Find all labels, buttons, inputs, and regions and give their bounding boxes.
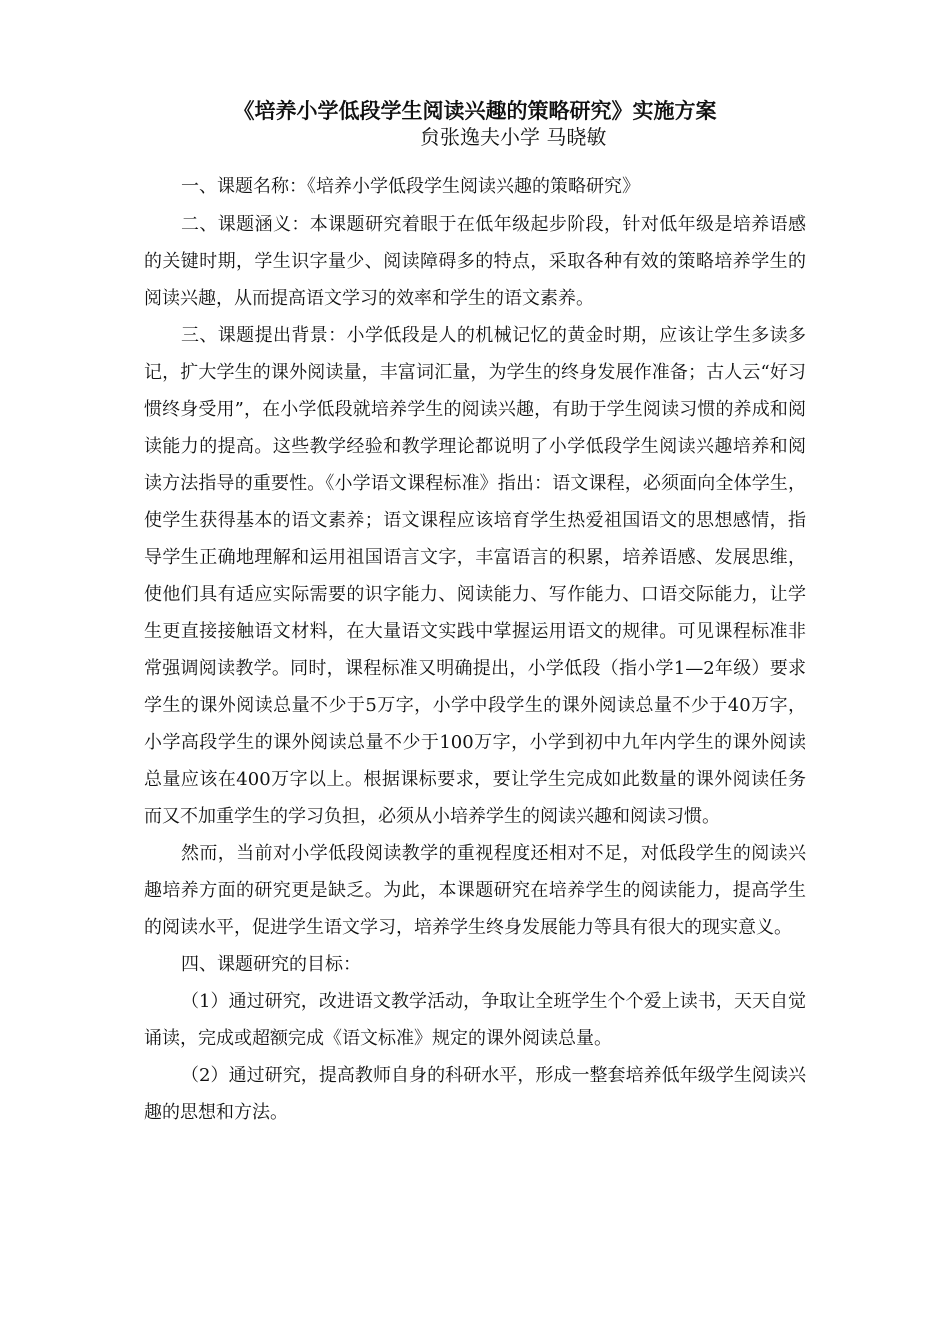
author-line: 贠张逸夫小学 马晓敏 xyxy=(420,125,607,149)
paragraph-goals-heading: 四、课题研究的目标： xyxy=(181,954,361,975)
paragraph-significance: 然而，当前对小学低段阅读教学的重视程度还相对不足，对低段学生的阅读兴趣培养方面的研究更是缺乏。为此，本课题研究在培养学生的阅读能力，提高学生的阅读水平，促进学生语文学习，培养学生终身发展能力等具有很大的现实意义。 xyxy=(144,843,806,938)
paragraph-topic-meaning: 二、课题涵义：本课题研究着眼于在低年级起步阶段，针对低年级是培养语感的关键时期，学生识字量少、阅读障碍多的特点，采取各种有效的策略培养学生的阅读兴趣，从而提高语文学习的效率和学生的语文素养。 xyxy=(144,214,806,309)
paragraph-goal-2: （2）通过研究，提高教师自身的科研水平，形成一整套培养低年级学生阅读兴趣的思想和方法。 xyxy=(144,1065,806,1123)
document-title: 《培养小学低段学生阅读兴趣的策略研究》实施方案 xyxy=(233,98,717,123)
paragraph-topic-name: 一、课题名称：《培养小学低段学生阅读兴趣的策略研究》 xyxy=(181,176,640,197)
document-body xyxy=(144,172,806,1131)
paragraph-background: 三、课题提出背景：小学低段是人的机械记忆的黄金时期，应该让学生多读多记，扩大学生的课外阅读量，丰富词汇量，为学生的终身发展作准备；古人云“好习惯终身受用”，在小学低段就培养学生的阅读兴趣，有助于学生阅读习惯的养成和阅读能力的提高。这些教学经验和教学理论都说明了小学低段学生阅读兴趣培养和阅读方法指导的重要性。《小学语文课程标准》指出：语文课程，必须面向全体学生，使学生获得基本的语文素养；语文课程应该培育学生热爱祖国语文的思想感情，指导学生正确地理解和运用祖国语言文字，丰富语言的积累，培养语感、发展思维，使他们具有适应实际需要的识字能力、阅读能力、写作能力、口语交际能力，让学生更直接接触语文材料，在大量语文实践中掌握运用语文的规律。可见课程标准非常强调阅读教学。同时，课程标准又明确提出，小学低段（指小学1—2年级）要求学生的课外阅读总量不少于5万字，小学中段学生的课外阅读总量不少于40万字，小学高段学生的课外阅读总量不少于100万字，小学到初中九年内学生的课外阅读总量应该在400万字以上。根据课标要求，要让学生完成如此数量的课外阅读任务而又不加重学生的学习负担，必须从小培养学生的阅读兴趣和阅读习惯。 xyxy=(144,325,806,827)
paragraph-goal-1: （1）通过研究，改进语文教学活动，争取让全班学生个个爱上读书，天天自觉诵读，完成或超额完成《语文标准》规定的课外阅读总量。 xyxy=(144,991,806,1049)
